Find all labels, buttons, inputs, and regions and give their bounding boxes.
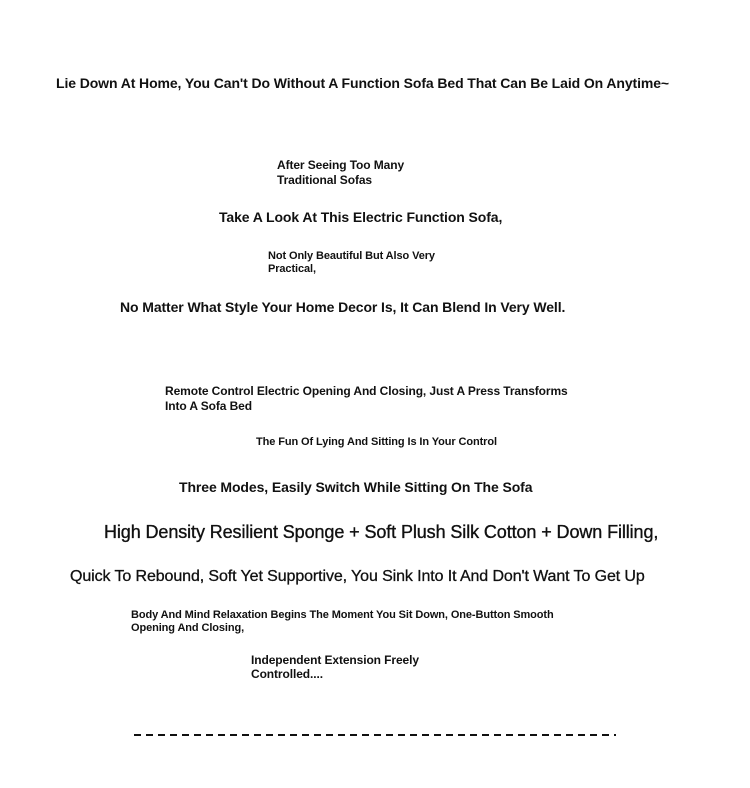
high-density-heading: High Density Resilient Sponge + Soft Plush Silk Cotton + Down Filling, xyxy=(104,522,659,542)
intro-text: Lie Down At Home, You Can't Do Without A Function Sofa Bed That Can Be Laid On Anytime~ xyxy=(56,75,669,91)
no-matter-text: No Matter What Style Your Home Decor Is, It Can Blend In Very Well. xyxy=(120,299,566,315)
after-seeing-text: After Seeing Too Many Traditional Sofas xyxy=(277,158,405,187)
dashed-divider xyxy=(134,728,616,740)
three-modes-text: Three Modes, Easily Switch While Sitting On The Sofa xyxy=(179,479,533,495)
independent-text: Independent Extension Freely Controlled.... xyxy=(251,653,419,681)
remote-control-text: Remote Control Electric Opening And Closing, Just A Press Transforms Into A Sofa Bed xyxy=(165,384,568,413)
not-only-text: Not Only Beautiful But Also Very Practical, xyxy=(268,250,435,275)
the-fun-text: The Fun Of Lying And Sitting Is In Your Control xyxy=(256,436,497,448)
quick-rebound-heading: Quick To Rebound, Soft Yet Supportive, You Sink Into It And Don't Want To Get Up xyxy=(70,568,645,585)
take-a-look-text: Take A Look At This Electric Function Sofa, xyxy=(219,209,503,225)
body-mind-text: Body And Mind Relaxation Begins The Moment You Sit Down, One-Button Smooth Opening And Closing, xyxy=(131,609,554,634)
